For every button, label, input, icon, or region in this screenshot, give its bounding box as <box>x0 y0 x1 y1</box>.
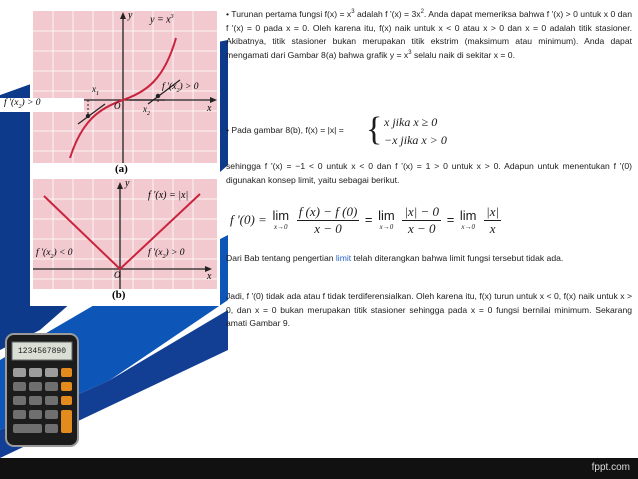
paragraph-piecewise-derivative: sehingga f '(x) = −1 < 0 untuk x < 0 dan f '(x) = 1 > 0 untuk x > 0. Adapun untuk menentukan f '(0) digunakan konsep limit, yaitu sebagai berikut. <box>226 161 632 185</box>
equals-2: = <box>446 211 455 227</box>
x-axis-label: x <box>207 103 212 114</box>
paragraph-derivative-cubic: • Turunan pertama fungsi $f(x) = x^3$ adalah f '$(x) = 3x^2$. Anda dapat memeriksa bahwa f '(x) > 0 untuk x 0 dan f '(x) = 0 pada x = 0. Oleh karena itu, f(x) naik untuk x < 0 atau x > 0 dan x = 0 adalah titik stasioner. Akibatnya, titik stasioner bukan merupakan titik ekstrim (maksimum atau minimum). Anda dapat mengamati dari Gambar 8(a) bahwa grafik $y = x^3$ selalu naik di sekitar x = 0. <box>226 9 632 60</box>
figure-b-caption: (b) <box>112 289 126 301</box>
absolute-equation-label: f '(x) = |x| <box>148 190 189 201</box>
graph-background <box>33 179 217 289</box>
paragraph-limit-reference: Dari Bab tentang pengertian limit telah diterangkan bahwa limit fungsi tersebut tidak ada. <box>226 253 564 263</box>
fraction-1: $\frac{f (x) - f (0)}{x - 0}$ <box>298 204 358 236</box>
derivative-right-label: f '$(x_2) > 0$ <box>148 248 185 260</box>
origin-label: O <box>114 101 121 111</box>
fraction-2: $\frac{|x| - 0}{x - 0}$ <box>404 204 440 236</box>
footer-bar <box>0 458 638 479</box>
calculator-display: 1234567890 <box>17 347 66 356</box>
x2-label: $x_2$ <box>143 104 150 117</box>
piecewise-brace: { <box>366 111 383 148</box>
lim-operator-2: lim x→0 <box>378 208 395 231</box>
equals-1: = <box>364 211 373 227</box>
y-axis-label: y <box>125 178 130 189</box>
figure-a-derivative-left-label: f '$(x_2) > 0$ <box>0 98 84 112</box>
lim-operator-3: lim x→0 <box>459 208 477 231</box>
footer-brand[interactable]: fppt.com <box>591 462 630 473</box>
cubic-equation-label: $y = x^3$ <box>150 14 174 26</box>
piecewise-case-2: −x jika x > 0 <box>384 133 447 147</box>
equation-lhs: f '(0) = <box>230 211 267 227</box>
paragraph-conclusion: Jadi, f '(0) tidak ada atau f tidak terdiferensialkan. Oleh karena itu, f(x) turun untuk x < 0, f(x) naik untuk x > 0, dan x = 0 bukan merupakan titik stasioner sehingga pada x = 0 fungsi bernilai minimum. Sekarang amati Gambar 9. <box>226 291 632 329</box>
lim-operator-1: lim x→0 <box>272 208 290 231</box>
fraction-3: $\frac{|x|}{x}$ <box>486 204 500 236</box>
figure-b <box>30 176 220 306</box>
piecewise-definition <box>226 113 632 153</box>
calculator-icon <box>4 332 80 448</box>
piecewise-intro: • Pada gambar 8(b), f(x) = |x| = <box>226 125 344 135</box>
derivative-left-label: f '$(x_2) < 0$ <box>36 248 73 260</box>
figure-a-caption: (a) <box>115 163 128 175</box>
piecewise-case-1: x jika x ≥ 0 <box>384 115 438 129</box>
y-axis-label: y <box>128 10 133 21</box>
limit-link[interactable]: limit <box>335 253 352 263</box>
figure-a <box>30 8 220 178</box>
derivative-right-label: f '$(x_2) > 0$ <box>162 82 199 94</box>
x-axis-label: x <box>207 271 212 282</box>
origin-label: O <box>114 270 121 280</box>
limit-equation <box>230 204 503 237</box>
figure-b-graph <box>30 176 220 306</box>
x1-label: $x_1$ <box>92 84 99 97</box>
